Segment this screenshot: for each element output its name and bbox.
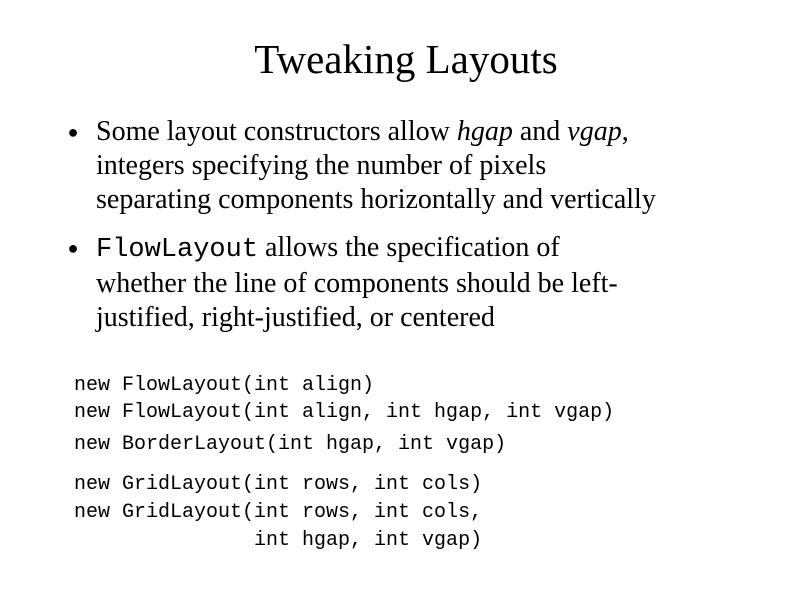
bullet-line	[96, 231, 618, 267]
bullet-text: Some layout constructors allow	[96, 116, 457, 147]
bullet-line: whether the line of components should be left-	[96, 268, 618, 299]
code-group-gridlayout	[74, 471, 482, 555]
bullet-dot-icon: ●	[67, 122, 79, 142]
code-line: new GridLayout(int rows, int cols,	[74, 501, 483, 524]
bullet-line	[96, 115, 656, 149]
bullet-text: allows the specification of	[258, 232, 560, 263]
bullet-text: and	[512, 116, 568, 147]
bullet-dot-icon: ●	[67, 238, 79, 258]
code-line: new GridLayout(int rows, int cols)	[74, 473, 483, 496]
hgap-term: hgap	[456, 116, 513, 147]
bullet-line: separating components horizontally and vertically	[96, 184, 656, 215]
code-line: new FlowLayout(int align)	[74, 374, 375, 397]
code-line: new FlowLayout(int align, int hgap, int vgap)	[74, 401, 615, 424]
code-group-borderlayout	[74, 431, 506, 459]
bullet-line: integers specifying the number of pixels	[96, 150, 547, 181]
vgap-term: vgap	[567, 116, 622, 147]
bullet-text: ,	[621, 116, 629, 147]
bullet-item-flowlayout	[67, 231, 618, 335]
code-line: new BorderLayout(int hgap, int vgap)	[74, 433, 507, 456]
bullet-item-gaps	[67, 115, 656, 217]
slide-title: Tweaking Layouts	[254, 36, 558, 82]
code-group-flowlayout	[74, 372, 614, 426]
bullet-line: justified, right-justified, or centered	[96, 302, 495, 333]
flowlayout-code-term: FlowLayout	[96, 235, 259, 265]
code-line: int hgap, int vgap)	[74, 529, 483, 552]
